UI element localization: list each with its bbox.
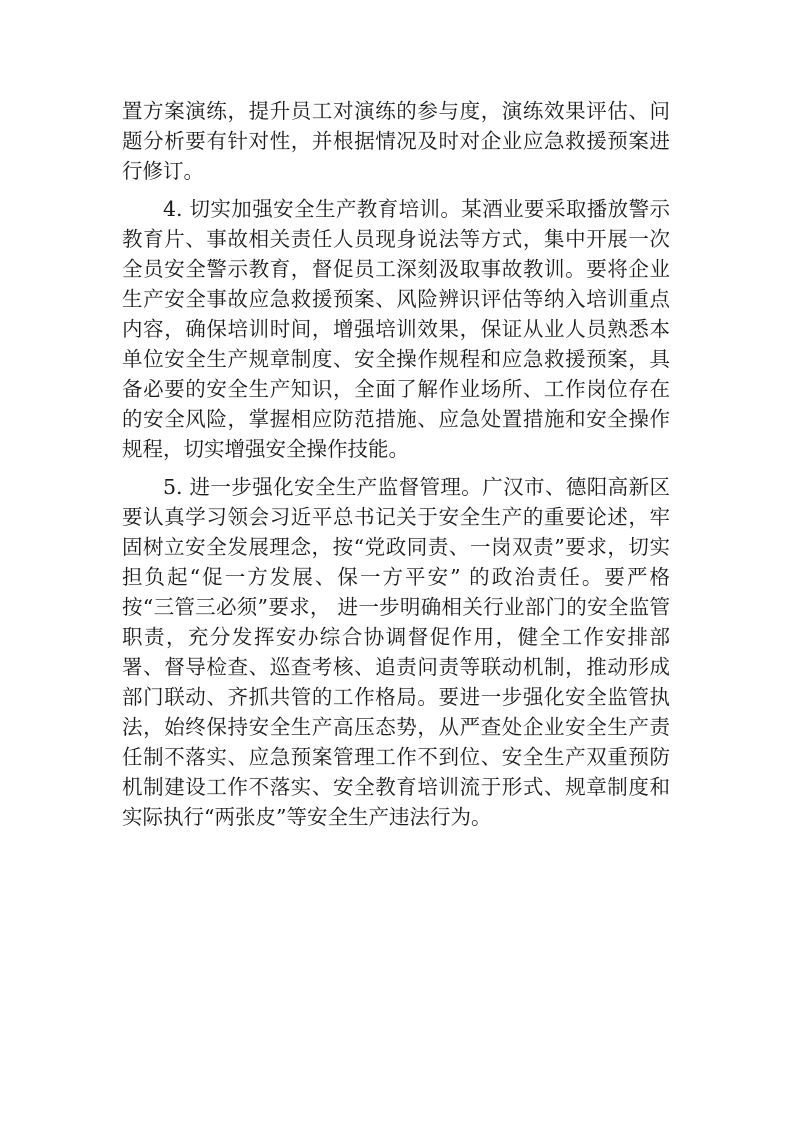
paragraph-supervision-management: 5. 进一步强化安全生产监督管理。广汉市、德阳高新区要认真学习领会习近平总书记关于安全生产的重要论述，牢固树立安全发展理念，按“党政同责、一岗双责”要求，切实担负起“促一方发展、保一方平安” 的政治责任。要严格按“三管三必须”要求， 进一步明确相关行业部门的安全监管职责，充分发挥安办综合协调督促作用，健全工作安排部署、督导检查、巡查考核、追责问责等联动机制，推动形成部门联动、齐抓共管的工作格局。要进一步强化安全监管执法，始终保持安全生产高压态势，从严查处企业安全生产责任制不落实、应急预案管理工作不到位、安全生产双重预防机制建设工作不落实、安全教育培训流于形式、规章制度和实际执行“两张皮”等安全生产违法行为。 — [122, 475, 670, 829]
paragraph-education-training: 4. 切实加强安全生产教育培训。某酒业要采取播放警示教育片、事故相关责任人员现身说法等方式，集中开展一次全员安全警示教育，督促员工深刻汲取事故教训。要将企业生产安全事故应急救援预案、风险辨识评估等纳入培训重点内容，确保培训时间，增强培训效果，保证从业人员熟悉本单位安全生产规章制度、安全操作规程和应急救援预案，具备必要的安全生产知识，全面了解作业场所、工作岗位存在的安全风险，掌握相应防范措施、应急处置措施和安全操作规程，切实增强安全操作技能。 — [122, 197, 670, 461]
document-body — [122, 96, 670, 840]
paragraph-continuation: 置方案演练，提升员工对演练的参与度，演练效果评估、问题分析要有针对性，并根据情况及时对企业应急救援预案进行修订。 — [122, 99, 670, 183]
